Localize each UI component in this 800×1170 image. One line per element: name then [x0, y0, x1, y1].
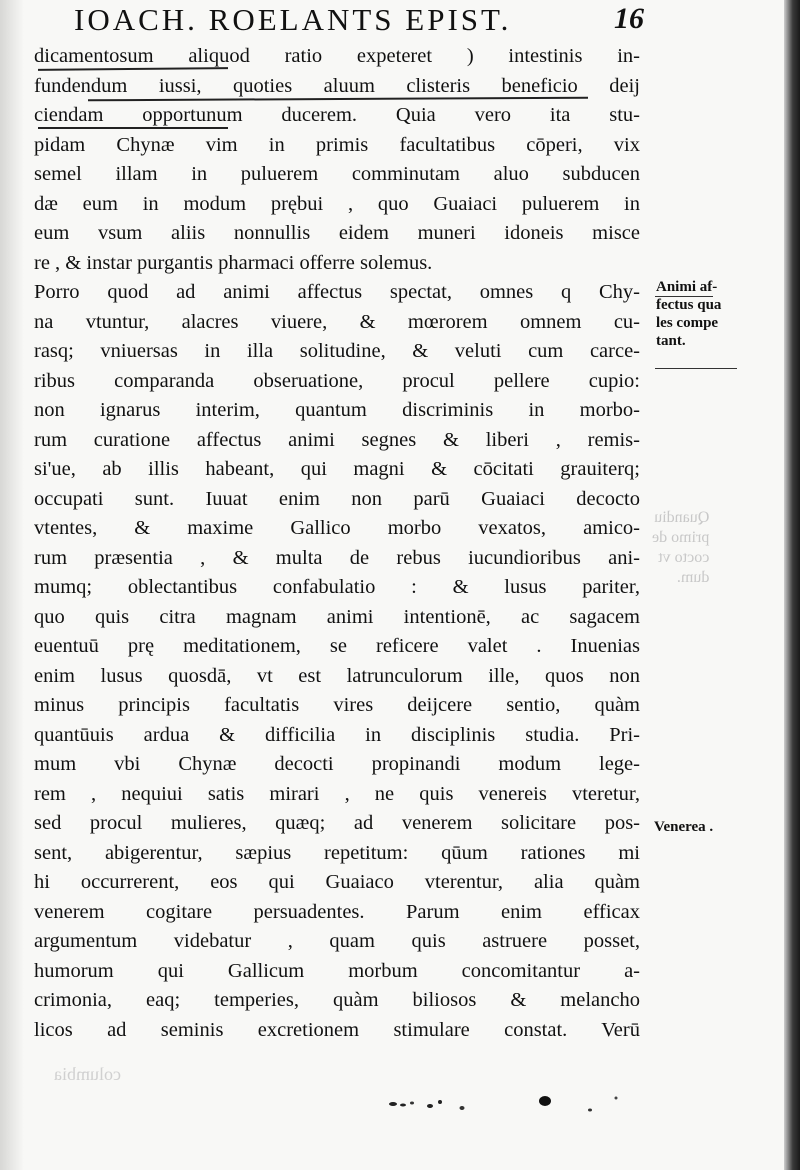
- text-line: humorum qui Gallicum morbum concomitantur a-: [34, 959, 640, 982]
- page-edge-shadow: [784, 0, 800, 1170]
- show-through-text: [652, 508, 709, 588]
- text-line: dæ eum in modum prębui , quo Guaiaci puluerem in: [34, 192, 640, 215]
- text-line: rum curatione affectus animi segnes & liberi , remis-: [34, 428, 640, 451]
- marginal-line: les compe: [656, 315, 719, 331]
- text-line: occupati sunt. Iuuat enim non parū Guaiaci decocto: [34, 487, 640, 510]
- text-line: quo quis citra magnam animi intentionē, ac sagacem: [34, 605, 640, 628]
- ghost-line: Quandiu: [654, 509, 710, 526]
- text-line: hi occurrerent, eos qui Guaiaco vterentur, alia quàm: [34, 871, 640, 893]
- running-header: [74, 2, 644, 42]
- ghost-line: dum.: [676, 569, 710, 586]
- text-line: licos ad seminis excretionem stimulare constat. Verū: [34, 1018, 640, 1041]
- text-line: crimonia, eaq; temperies, quàm biliosos & melancho: [34, 989, 640, 1011]
- text-line: semel illam in puluerem comminutam aluo subducen: [34, 163, 640, 185]
- header-title: IOACH. ROELANTS EPIST.: [74, 2, 512, 37]
- marginal-rule: [655, 296, 713, 297]
- ghost-line: primo de: [652, 529, 710, 546]
- text-line: eum vsum aliis nonnullis eidem muneri idoneis misce: [34, 222, 640, 244]
- text-line: rem , nequiui satis mirari , ne quis venereis vteretur,: [34, 782, 640, 805]
- text-line: argumentum videbatur , quam quis astruere posset,: [34, 930, 640, 952]
- text-line: non ignarus interim, quantum discriminis in morbo-: [34, 399, 640, 421]
- text-line: na vtuntur, alacres viuere, & mœrorem omnem cu-: [34, 310, 640, 333]
- text-line: sent, abigerentur, sæpius repetitum: qūum rationes mi: [34, 841, 640, 864]
- folio-number: 16: [614, 2, 644, 35]
- marginal-line: fectus qua: [656, 297, 722, 313]
- text-line: mum vbi Chynæ decocti propinandi modum lege-: [34, 753, 640, 775]
- text-line: rum præsentia , & multa de rebus iucundioribus ani-: [34, 546, 640, 569]
- text-line: euentuū prę meditationem, se reficere valet . Inuenias: [34, 635, 640, 657]
- ghost-line: cocto vt: [658, 549, 710, 566]
- marginal-line: tant.: [656, 333, 686, 349]
- show-through-bottom: columbia: [54, 1064, 121, 1084]
- marginal-line: Venerea .: [654, 819, 714, 835]
- text-line: minus principis facultatis vires deijcere sentio, quàm: [34, 694, 640, 716]
- text-line: ribus comparanda obseruatione, procul pellere cupio:: [34, 369, 640, 392]
- text-line: sed procul mulieres, quæq; ad venerem solicitare pos-: [34, 812, 640, 834]
- marginal-note-animi-affectus: [656, 278, 721, 350]
- gutter-shadow: [0, 0, 24, 1170]
- text-line: dicamentosum aliquod ratio expeteret ) intestinis in-: [34, 45, 640, 67]
- text-line: fundendum iussi, quoties aluum clisteris beneficio deij: [34, 74, 640, 97]
- text-line: enim lusus quosdā, vt est latrunculorum ille, quos non: [34, 664, 640, 687]
- text-line: vtentes, & maxime Gallico morbo vexatos, amico-: [34, 517, 640, 539]
- text-line: quantūuis ardua & difficilia in disciplinis studia. Pri-: [34, 723, 640, 746]
- text-line: re , & instar purgantis pharmaci offerre solemus.: [34, 251, 433, 274]
- text-line: ciendam opportunum ducerem. Quia vero ita stu-: [34, 104, 640, 126]
- text-line: rasq; vniuersas in illa solitudine, & veluti cum carce-: [34, 340, 640, 362]
- marginal-line: Animi af-: [656, 279, 718, 295]
- text-line: pidam Chynæ vim in primis facultatibus cōperi, vix: [34, 133, 640, 156]
- text-line: mumq; oblectantibus confabulatio : & lusus pariter,: [34, 576, 640, 598]
- text-line: venerem cogitare persuadentes. Parum enim efficax: [34, 900, 640, 923]
- marginal-rule: [655, 368, 737, 369]
- text-line: Porro quod ad animi affectus spectat, omnes q Chy-: [34, 281, 640, 303]
- text-line: si'ue, ab illis habeant, qui magni & cōcitati grauiterq;: [34, 458, 640, 480]
- ink-underline: [38, 127, 228, 129]
- main-text-block: [34, 42, 640, 1045]
- marginal-note-venerea: [654, 818, 713, 836]
